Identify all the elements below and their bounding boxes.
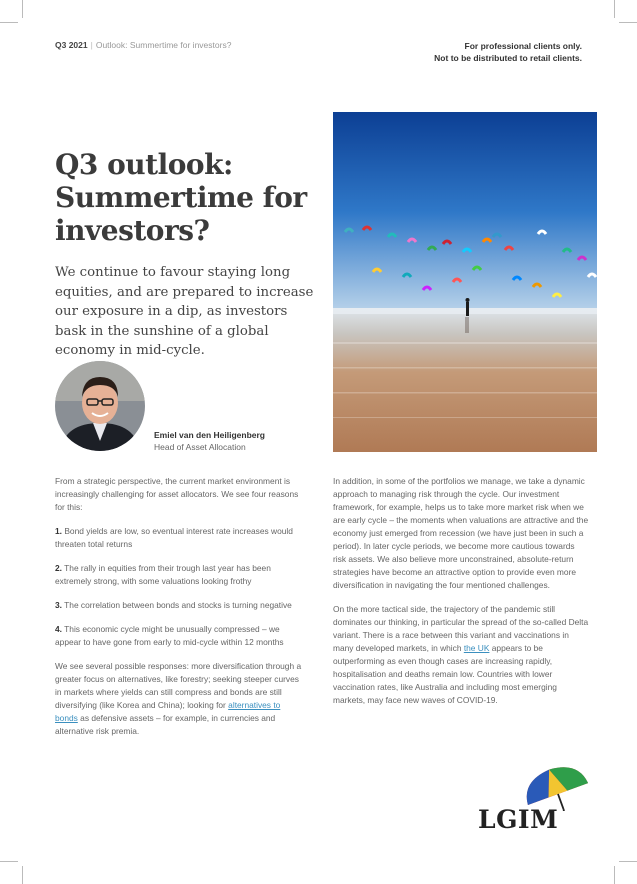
crop-mark (619, 861, 637, 862)
crop-mark (0, 22, 18, 23)
author-role: Head of Asset Allocation (154, 442, 246, 452)
crop-mark (22, 866, 23, 884)
reason-text: The correlation between bonds and stocks is turning negative (62, 600, 292, 610)
responses-paragraph (55, 660, 305, 738)
running-header (55, 40, 231, 50)
crop-mark (22, 0, 23, 18)
crop-mark (614, 0, 615, 18)
the-uk-link[interactable]: the UK (463, 643, 490, 653)
reason-number: 4. (55, 624, 62, 634)
reason-text: Bond yields are low, so eventual interest rate increases would threaten total returns (55, 526, 293, 549)
responses-text-after: as defensive assets – for example, in currencies and alternative risk premia. (55, 713, 276, 736)
reason-1 (55, 525, 305, 551)
disclaimer (434, 40, 582, 64)
reason-text: The rally in equities from their trough last year has been extremely strong, with some valuations looking frothy (55, 563, 271, 586)
reason-number: 2. (55, 563, 62, 573)
header-section: Outlook: Summertime for investors? (95, 40, 232, 50)
author-avatar (55, 361, 145, 451)
lgim-logo-text: LGIM (478, 805, 559, 834)
author-block (154, 429, 265, 453)
reason-4 (55, 623, 305, 649)
tactical-paragraph (333, 603, 589, 707)
page-title: Q3 outlook: Summertime for investors? (55, 148, 307, 247)
dynamic-approach-paragraph: In addition, in some of the portfolios we manage, we take a dynamic approach to managing risk through the cycle. Our investment framework, for example, helps us to take more market risk when we are early cycle – the moments when valuations are attractive and the economy just emerged from recession (we have just been in such a period). In later cycle periods, we become more cautious towards risk assets. We also believe more unconstrained, absolute-return strategies have become an attractive option to provide even more diversification in navigating the four mentioned challenges. (333, 476, 589, 590)
crop-mark (614, 866, 615, 884)
disclaimer-line-2: Not to be distributed to retail clients. (434, 53, 582, 63)
crop-mark (619, 22, 637, 23)
header-quarter: Q3 2021 (55, 40, 88, 50)
reason-text: This economic cycle might be unusually compressed – we appear to have gone from early to mid-cycle within 12 months (55, 624, 284, 647)
intro-paragraph: From a strategic perspective, the current market environment is increasingly challenging for asset allocators. We see four reasons for this: (55, 476, 299, 512)
alternatives-to-bonds-link[interactable]: alternatives to bonds (55, 700, 281, 723)
page-subtitle: We continue to favour staying long equities, and are prepared to increase our exposure in a dip, as investors bask in the sunshine of a global economy in mid-cycle. (55, 265, 314, 358)
reason-3 (55, 599, 305, 612)
reason-number: 1. (55, 526, 62, 536)
body-column-1 (55, 475, 305, 749)
author-name: Emiel van den Heiligenberg (154, 430, 266, 440)
reason-2 (55, 562, 305, 588)
crop-mark (0, 861, 18, 862)
tactical-text-before: On the more tactical side, the trajectory of the pandemic still dominates our thinking, in particular the spread of the so-called Delta variant. There is a race between this variant and vaccinations in many developed markets, in which (333, 604, 589, 653)
reason-number: 3. (55, 600, 62, 610)
body-column-2 (333, 475, 589, 718)
header-separator: | (90, 40, 93, 50)
hero-photo-kites-beach (333, 112, 597, 452)
tactical-text-after: appears to be outperforming as even though cases are increasing rapidly, hospitalisation and deaths remain low. Countries with lower vaccination rates, like Australia and including most emerging markets, may face new waves of COVID-19. (333, 643, 557, 705)
responses-text-before: We see several possible responses: more diversification through a greater focus on alternatives, like forestry; seeking steeper curves in markets where yields can still compress and bonds are still diversifying (like Korea and China); looking for (55, 661, 302, 710)
disclaimer-line-1: For professional clients only. (464, 41, 582, 51)
